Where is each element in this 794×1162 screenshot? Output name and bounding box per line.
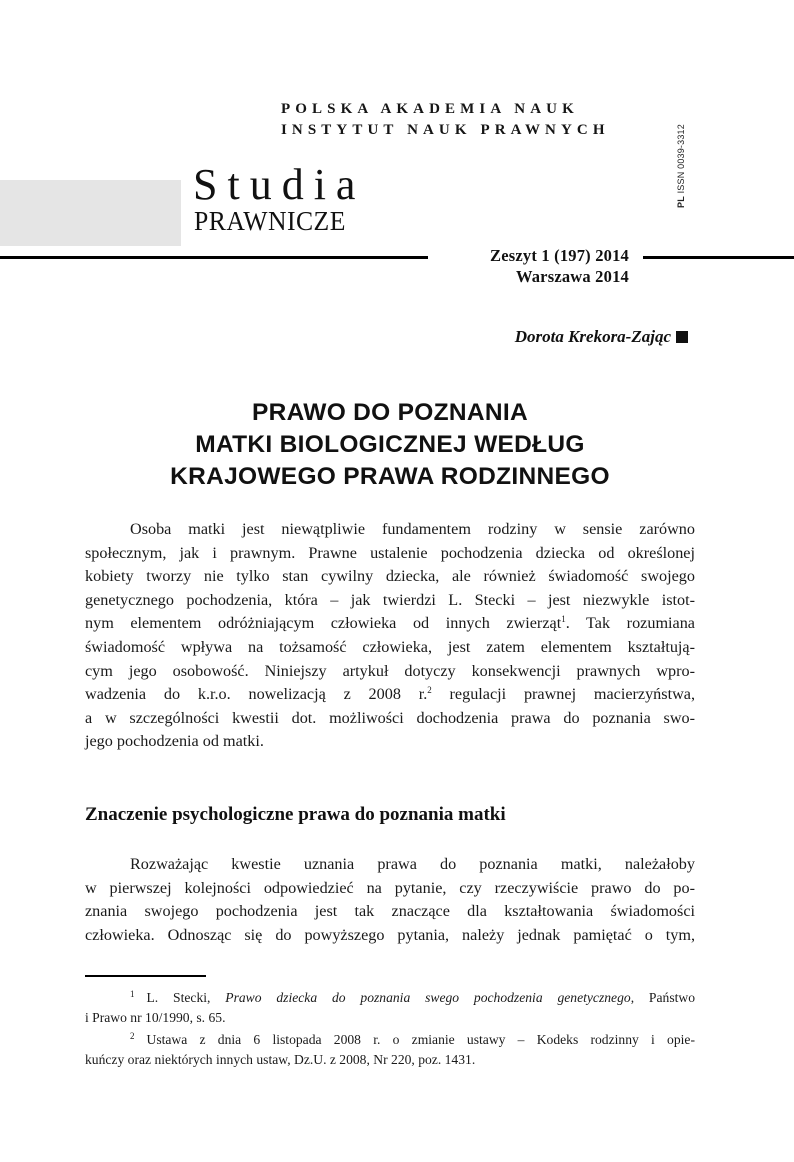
text-line: Osoba matki jest niewątpliwie fundamentem rodziny w sensie zarówno	[130, 520, 695, 538]
footnote-cited-title: Prawo dziecka do poznania swego pochodzenia genetycznego	[225, 990, 631, 1005]
text-line	[85, 612, 695, 636]
issue-place-year: Warszawa 2014	[515, 267, 629, 286]
author-byline	[515, 327, 688, 347]
text-line: kobiety tworzy nie tylko stan cywilny dziecka, ale również świadomość swojego	[85, 567, 695, 586]
text-line: Rozważając kwestie uznania prawa do poznania matki, należałoby	[130, 855, 695, 873]
text-line: człowieka. Odnosząc się do powyższego pytania, należy jednak pamiętać o tym,	[85, 925, 695, 944]
text-line: genetycznego pochodzenia, która – jak twierdzi L. Stecki – jest niezwykle istot-	[85, 590, 695, 609]
footnote-author: L. Stecki,	[146, 990, 226, 1005]
text-fragment: nym elementem odróżniającym człowieka od innych zwierząt	[85, 614, 562, 633]
footnote-text: , Państwo	[630, 990, 695, 1005]
footnote-ref-1[interactable]: 1	[561, 614, 566, 625]
journal-name-prawnicze: PRAWNICZE	[194, 206, 346, 236]
text-fragment: wadzenia do k.r.o. nowelizacją z 2008 r.	[85, 685, 428, 704]
text-line: w pierwszej kolejności odpowiedzieć na pytanie, czy rzeczywiście prawo do po-	[85, 878, 695, 897]
footnote-number: 2	[130, 1031, 135, 1041]
issn-number: ISSN 0039-3312	[676, 124, 686, 194]
article-title-line: MATKI BIOLOGICZNEJ WEDŁUG	[195, 431, 585, 458]
article-title-line: KRAJOWEGO PRAWA RODZINNEGO	[170, 463, 610, 490]
footnote-2	[85, 1027, 695, 1050]
intro-paragraph	[85, 518, 695, 754]
header-rule-right	[643, 256, 794, 259]
issn-label	[676, 108, 690, 208]
author-square-marker	[676, 331, 688, 343]
text-line: znania swojego pochodzenia jest tak znaczące dla kształtowania świadomości	[85, 902, 695, 921]
footnotes	[85, 985, 695, 1069]
footnote-1	[85, 985, 695, 1008]
issue-number: Zeszyt 1 (197) 2014	[490, 246, 629, 265]
text-fragment: regulacji prawnej macierzyństwa,	[431, 685, 695, 704]
footnote-separator	[85, 975, 206, 977]
author-name: Dorota Krekora-Zając	[514, 327, 671, 346]
text-line: społecznym, jak i prawnym. Prawne ustalenie pochodzenia dziecka od określonej	[85, 543, 695, 562]
institution-name: POLSKA AKADEMIA NAUK	[281, 101, 579, 117]
footnote-text: Ustawa z dnia 6 listopada 2008 r. o zmianie ustawy – Kodeks rodzinny i opie-	[146, 1032, 695, 1047]
issn-prefix: PL	[676, 196, 686, 208]
journal-logo-block	[0, 180, 181, 246]
text-line: cym jego osobowość. Niniejszy artykuł dotyczy konsekwencji prawnych wpro-	[85, 661, 695, 680]
text-line	[85, 683, 695, 707]
text-line: jego pochodzenia od matki.	[85, 732, 264, 751]
article-title-line: PRAWO DO POZNANIA	[252, 399, 528, 426]
text-line: świadomość wpływa na tożsamość człowieka, jest zatem elementem kształtują-	[85, 637, 695, 656]
header-rule-left	[0, 256, 428, 259]
text-fragment: . Tak rozumiana	[565, 614, 695, 633]
text-line: a w szczególności kwestii dot. możliwości dochodzenia prawa do poznania swo-	[85, 708, 695, 727]
footnote-number: 1	[130, 989, 135, 999]
footnote-ref-2[interactable]: 2	[427, 685, 432, 696]
footnote-2-continuation: kuńczy oraz niektórych innych ustaw, Dz.U. z 2008, Nr 220, poz. 1431.	[85, 1051, 476, 1067]
section-paragraph	[85, 853, 695, 947]
institute-name: INSTYTUT NAUK PRAWNYCH	[281, 122, 610, 138]
section-heading: Znaczenie psychologiczne prawa do poznania matki	[85, 804, 506, 825]
footnote-1-continuation: i Prawo nr 10/1990, s. 65.	[85, 1009, 226, 1025]
journal-name-studia: Studia	[193, 160, 366, 209]
article-title	[80, 397, 700, 493]
